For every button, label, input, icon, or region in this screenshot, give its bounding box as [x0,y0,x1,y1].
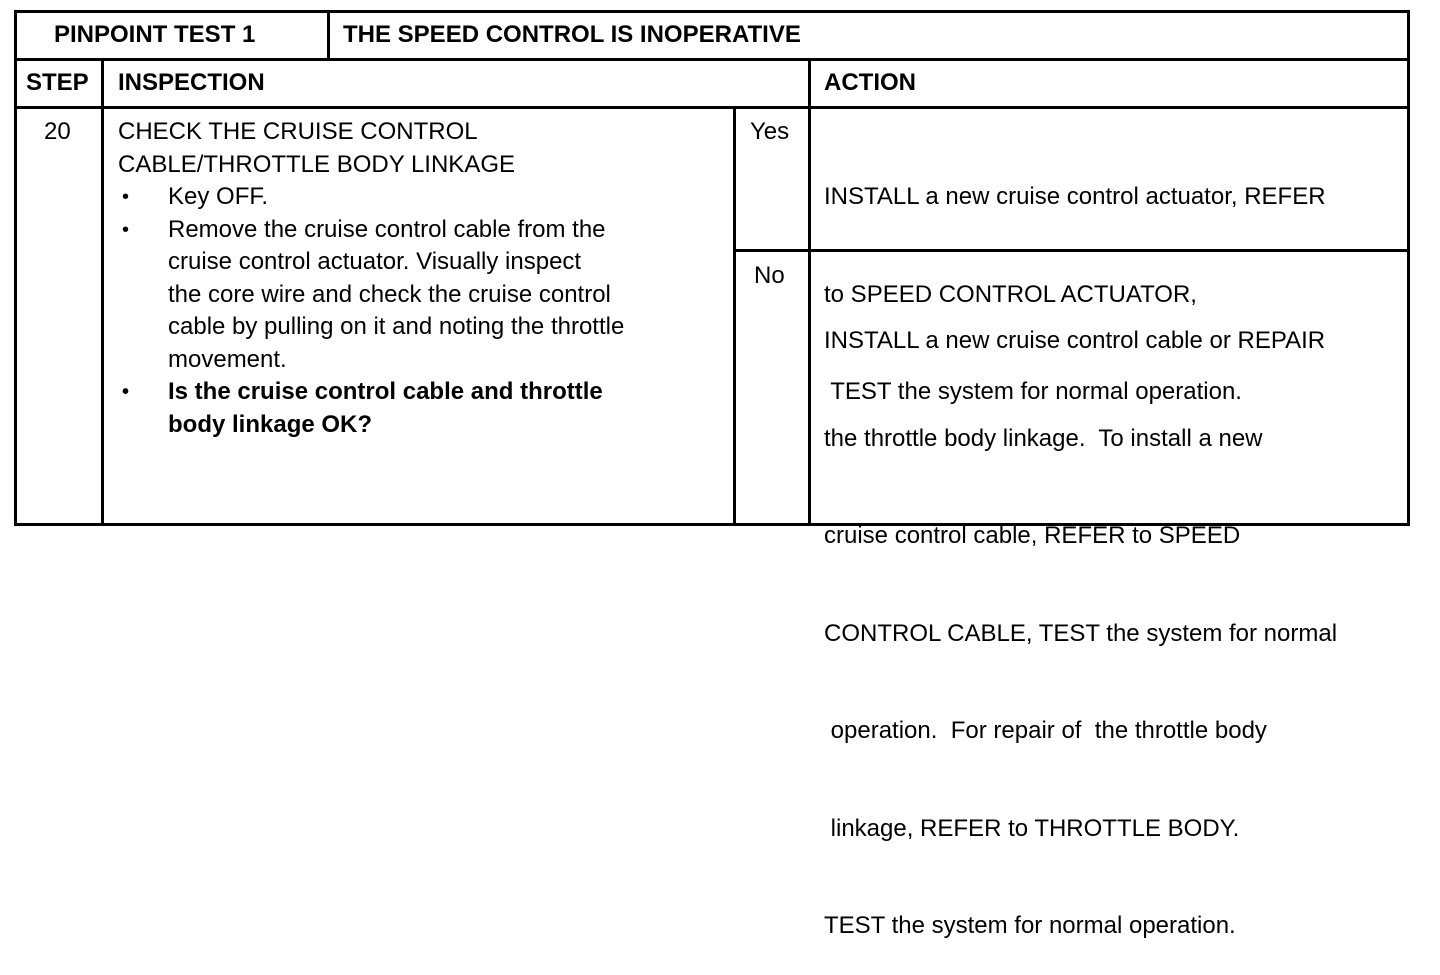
test-title: THE SPEED CONTROL IS INOPERATIVE [343,21,801,48]
inspection-title-line: CHECK THE CRUISE CONTROL [118,118,478,145]
bullet-icon: • [122,186,130,208]
action-column-divider [808,58,811,526]
no-label: No [754,262,785,289]
bullet-icon: • [122,218,130,241]
inspection-question: • Is the cruise control cable and throttle body linkage OK? [122,378,603,438]
no-action: INSTALL a new cruise control cable or REPAIR the throttle body linkage. To install a new cruise control cable, REFER to SPEED CONTROL CABLE, TEST the system for normal operation. For repair of the throttle body linkage, REFER to THROTTLE BODY. TEST the system for normal operation. [824,327,1338,939]
column-header-divider [14,106,1410,109]
inspection-column-header: INSPECTION [118,69,265,96]
bullet-icon: • [122,381,130,403]
inspection-content [118,116,624,441]
answer-column-divider [733,106,736,526]
title-divider [327,10,330,60]
inspection-step: • Remove the cruise control cable from the cruise control actuator. Visually inspect the core wire and check the cruise control cable by pulling on it and noting the throttle movement. [122,215,625,373]
step-number: 20 [44,118,71,145]
inspection-step: • Key OFF. [118,181,624,214]
step-column-divider [101,58,104,526]
step-column-header: STEP [26,69,89,96]
inspection-steps [118,181,624,441]
test-label: PINPOINT TEST 1 [54,21,256,48]
header-divider [14,58,1410,61]
yes-label: Yes [750,118,790,145]
action-column-header: ACTION [824,69,916,96]
inspection-title-line: CABLE/THROTTLE BODY LINKAGE [118,150,515,178]
yes-action: INSTALL a new cruise control actuator, REFER to SPEED CONTROL ACTUATOR, TEST the system for normal operation. [824,183,1326,405]
